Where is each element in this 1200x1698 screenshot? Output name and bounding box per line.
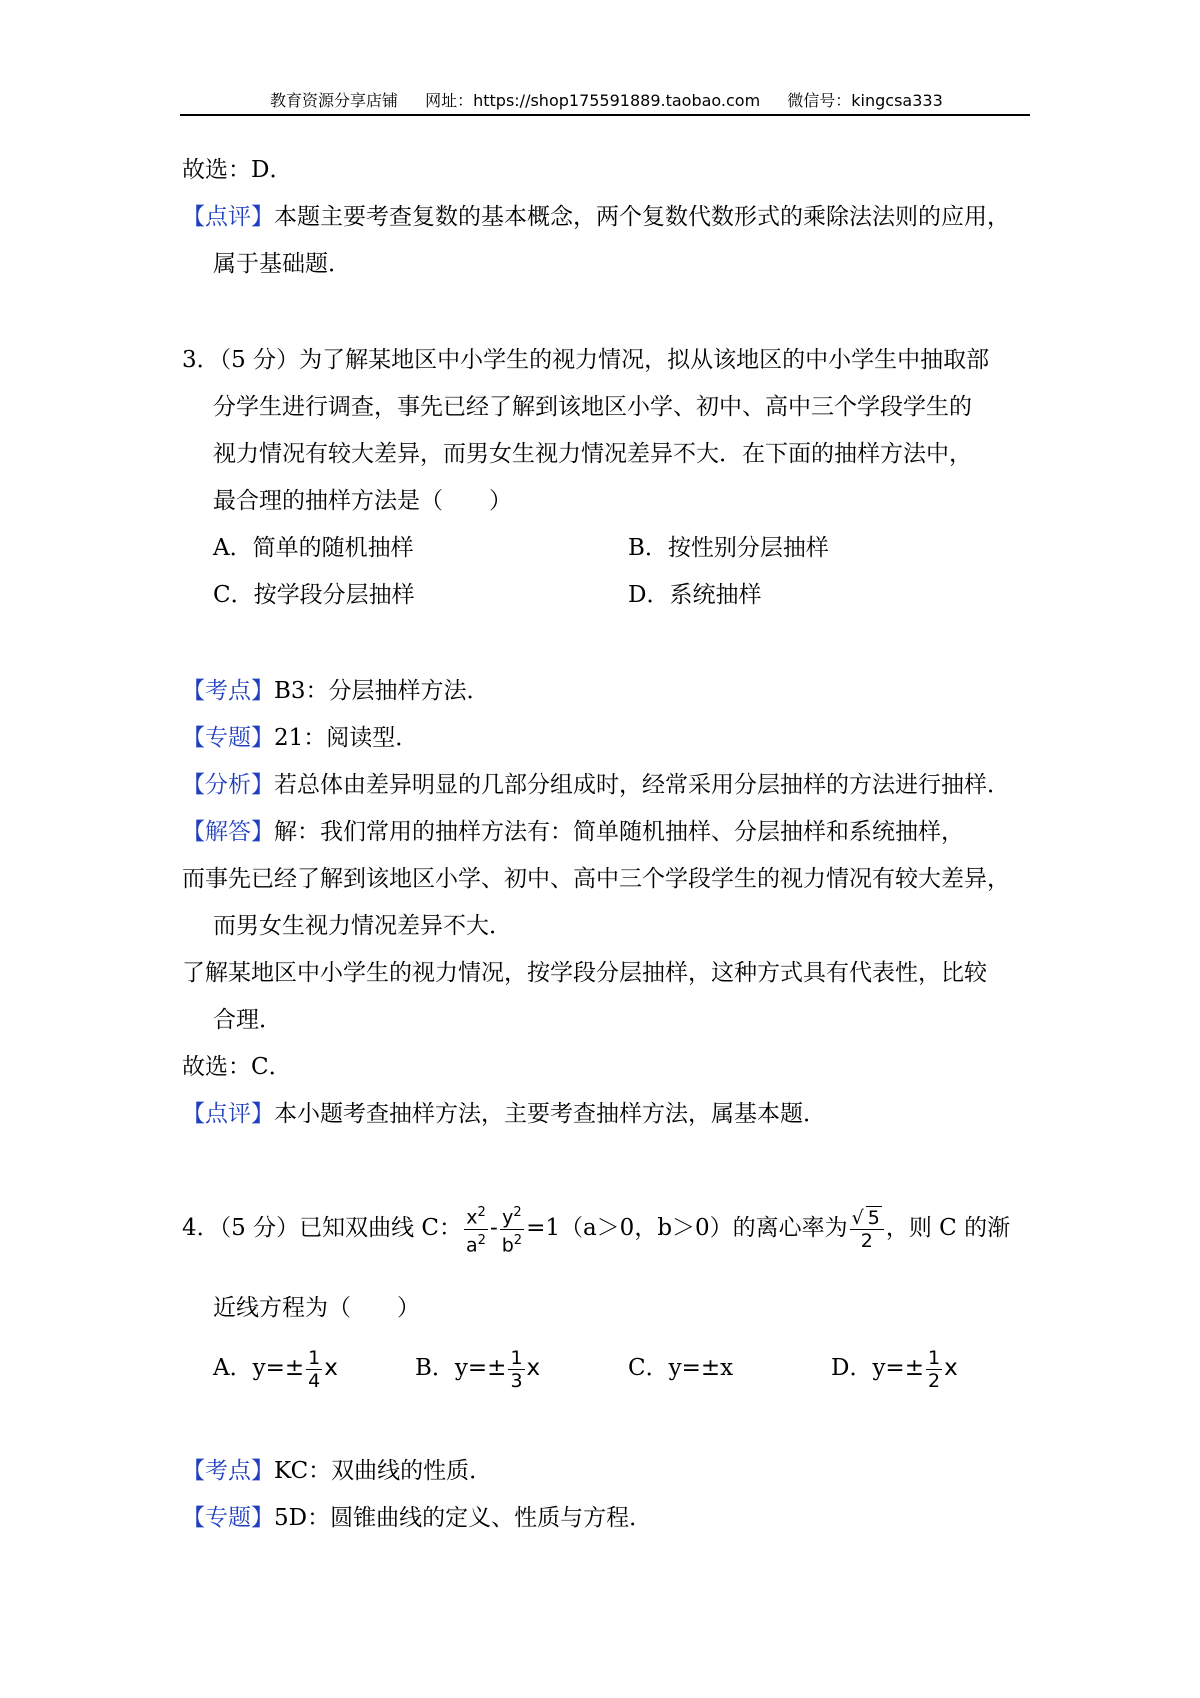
q4-option-d-prefix: D．y=± bbox=[831, 1355, 924, 1381]
q4-kaodian-text: KC：双曲线的性质． bbox=[274, 1458, 493, 1484]
q2-answer: 故选：D． bbox=[182, 157, 293, 183]
q3-kaodian bbox=[182, 676, 490, 706]
q3-jieda-line3: 而男女生视力情况差异不大． bbox=[213, 913, 512, 939]
q2-review bbox=[182, 202, 1010, 232]
q3-review-tag: 【点评】 bbox=[182, 1101, 274, 1127]
q4-stem-line2: 近线方程为（ ） bbox=[213, 1295, 420, 1321]
header-shop: 教育资源分享店铺 bbox=[270, 91, 399, 110]
q4-stem-line1: 4．（5 分）已知双曲线 C： $\frac{x^2}{a^2}$ - $\frac{y^2}{b^2}$ =1（a＞0，b＞0）的离心率为 $\frac{√ 5}{2}$ ，则 C 的渐 bbox=[182, 1198, 1010, 1258]
q4-option-b-den: 3 bbox=[510, 1369, 523, 1392]
q4-sqrt5: 5 bbox=[867, 1207, 880, 1229]
q4-kaodian-tag: 【考点】 bbox=[182, 1458, 274, 1484]
q4-den2: 2 bbox=[860, 1230, 873, 1252]
q3-stem-line1: 3．（5 分）为了解某地区中小学生的视力情况，拟从该地区的中小学生中抽取部 bbox=[182, 347, 990, 373]
q4-option-a bbox=[213, 1340, 338, 1396]
q3-stem-line4: 最合理的抽样方法是（ ） bbox=[213, 488, 512, 514]
header-wechat: 微信号：kingcsa333 bbox=[787, 91, 943, 110]
q4-option-a-prefix: A．y=± bbox=[213, 1355, 305, 1381]
q3-zhuanti bbox=[182, 723, 418, 753]
q2-review-tag: 【点评】 bbox=[182, 204, 274, 230]
q4-zhuanti-text: 5D：圆锥曲线的定义、性质与方程． bbox=[274, 1505, 653, 1531]
q4-option-b-num: 1 bbox=[510, 1346, 523, 1369]
q4-option-a-num: 1 bbox=[308, 1346, 321, 1369]
q2-review-line1: 本题主要考查复数的基本概念，两个复数代数形式的乘除法法则的应用， bbox=[274, 204, 1010, 230]
q3-option-d: D．系统抽样 bbox=[628, 582, 762, 608]
q4-kaodian bbox=[182, 1456, 492, 1486]
q4-option-b-frac bbox=[508, 1347, 524, 1392]
page-header bbox=[180, 84, 1030, 116]
q4-y: y bbox=[502, 1206, 514, 1229]
q4-fraction-y2-b2: $\frac{y^2}{b^2}$ bbox=[500, 1202, 524, 1256]
q4-zhuanti-tag: 【专题】 bbox=[182, 1505, 274, 1531]
q3-kaodian-tag: 【考点】 bbox=[182, 678, 274, 704]
q4-option-a-frac bbox=[306, 1347, 322, 1392]
q3-answer: 故选：C． bbox=[182, 1054, 292, 1080]
q4-zhuanti bbox=[182, 1503, 652, 1533]
q3-option-a: A．简单的随机抽样 bbox=[213, 535, 414, 561]
q3-zhuanti-tag: 【专题】 bbox=[182, 725, 274, 751]
q4-x: x bbox=[466, 1206, 478, 1229]
q2-review-line2: 属于基础题． bbox=[213, 251, 351, 277]
q3-zhuanti-text: 21：阅读型． bbox=[274, 725, 419, 751]
q4-eq-rhs: =1（a＞0，b＞0）的离心率为 bbox=[526, 1215, 848, 1241]
q3-option-c: C．按学段分层抽样 bbox=[213, 582, 415, 608]
q4-option-a-x: x bbox=[324, 1355, 338, 1381]
q4-option-d-x: x bbox=[944, 1355, 958, 1381]
q3-review bbox=[182, 1099, 826, 1129]
q3-option-b: B．按性别分层抽样 bbox=[628, 535, 829, 561]
q3-fenxi-tag: 【分析】 bbox=[182, 772, 274, 798]
q3-jieda-line5: 合理． bbox=[213, 1007, 282, 1033]
header-url: 网址：https://shop175591889.taobao.com bbox=[425, 91, 761, 110]
q3-stem-line3: 视力情况有较大差异，而男女生视力情况差异不大．在下面的抽样方法中， bbox=[213, 441, 972, 467]
q3-review-text: 本小题考查抽样方法，主要考查抽样方法，属基本题． bbox=[274, 1101, 826, 1127]
q4-fraction-x2-a2: $\frac{x^2}{a^2}$ bbox=[464, 1202, 488, 1256]
q3-fenxi bbox=[182, 770, 1010, 800]
q4-option-c: C．y=±x bbox=[628, 1355, 734, 1381]
q4-option-d bbox=[831, 1340, 958, 1396]
q3-jieda-line4: 了解某地区中小学生的视力情况，按学段分层抽样，这种方式具有代表性，比较 bbox=[182, 960, 987, 986]
q4-option-a-den: 4 bbox=[308, 1369, 321, 1392]
q4-option-b-x: x bbox=[526, 1355, 541, 1381]
q4-a: a bbox=[466, 1233, 478, 1256]
q4-stem-prefix: 4．（5 分）已知双曲线 C： bbox=[182, 1215, 462, 1241]
q3-jieda-tag: 【解答】 bbox=[182, 819, 274, 845]
q4-b: b bbox=[501, 1233, 514, 1256]
q3-kaodian-text: B3：分层抽样方法． bbox=[274, 678, 490, 704]
q3-jieda-line1: 解：我们常用的抽样方法有：简单随机抽样、分层抽样和系统抽样， bbox=[274, 819, 964, 845]
q3-stem-line2: 分学生进行调查，事先已经了解到该地区小学、初中、高中三个学段学生的 bbox=[213, 394, 972, 420]
q4-option-b bbox=[415, 1340, 540, 1396]
q4-option-d-num: 1 bbox=[927, 1346, 941, 1369]
q4-option-b-prefix: B．y=± bbox=[415, 1355, 507, 1381]
q4-option-d-frac bbox=[926, 1347, 942, 1392]
q3-jieda-line2: 而事先已经了解到该地区小学、初中、高中三个学段学生的视力情况有较大差异， bbox=[182, 866, 1010, 892]
q3-fenxi-text: 若总体由差异明显的几部分组成时，经常采用分层抽样的方法进行抽样． bbox=[274, 772, 1010, 798]
page-header-text bbox=[270, 88, 965, 111]
q4-stem-suffix: ，则 C 的渐 bbox=[885, 1215, 1011, 1241]
q3-jieda bbox=[182, 817, 964, 847]
q4-option-d-den: 2 bbox=[927, 1369, 941, 1392]
q4-eccentricity: $\frac{√ 5}{2}$ bbox=[850, 1206, 884, 1252]
